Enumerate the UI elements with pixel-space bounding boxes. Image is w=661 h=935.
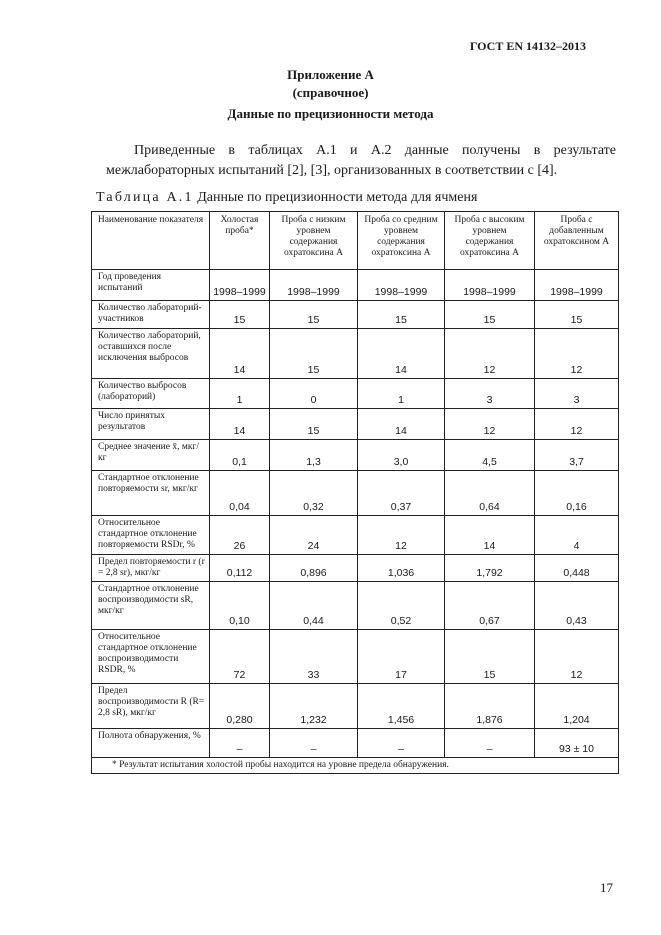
- table-row: [92, 270, 619, 301]
- table-row: [92, 630, 619, 684]
- table-cell: 14: [445, 516, 535, 555]
- table-cell: 15: [270, 301, 358, 329]
- table-cell: 1,456: [358, 684, 445, 729]
- table-cell: –: [210, 729, 270, 758]
- table-row: [92, 684, 619, 729]
- table-cell: 0,448: [535, 555, 619, 582]
- table-cell: –: [270, 729, 358, 758]
- table-caption: [96, 190, 477, 206]
- row-label: Год проведения испытаний: [92, 270, 210, 301]
- table-row: [92, 440, 619, 471]
- table-cell: 14: [358, 409, 445, 440]
- table-row: [92, 582, 619, 630]
- table-cell: 1: [358, 379, 445, 409]
- table-cell: 0,112: [210, 555, 270, 582]
- row-label: Относительное стандартное отклонение повторяемости RSDr, %: [92, 516, 210, 555]
- table-cell: 3,7: [535, 440, 619, 471]
- table-cell: 3: [445, 379, 535, 409]
- table-cell: 15: [445, 301, 535, 329]
- table-cell: 0,1: [210, 440, 270, 471]
- table-cell: 0,43: [535, 582, 619, 630]
- table-footnote-row: [92, 758, 619, 774]
- table-cell: 3,0: [358, 440, 445, 471]
- table-row: [92, 729, 619, 758]
- table-cell: 0,10: [210, 582, 270, 630]
- table-cell: 1998–1999: [445, 270, 535, 301]
- page-number: 17: [600, 880, 613, 895]
- table-cell: 1998–1999: [270, 270, 358, 301]
- row-label: Предел воспроизводимости R (R= 2,8 sR), мкг/кг: [92, 684, 210, 729]
- table-caption-prefix: Таблица А.1: [96, 190, 194, 205]
- header-cell: Холостая проба*: [210, 212, 270, 270]
- section-title: Данные по прецизионности метода: [227, 106, 434, 121]
- table-cell: 4,5: [445, 440, 535, 471]
- table-cell: 0,16: [535, 471, 619, 516]
- table-cell: 72: [210, 630, 270, 684]
- table-cell: 0,32: [270, 471, 358, 516]
- table-cell: 1998–1999: [210, 270, 270, 301]
- table-cell: 1998–1999: [358, 270, 445, 301]
- header-cell: Проба с низким уровнем содержания охратоксина А: [270, 212, 358, 270]
- header-cell: Проба с добавленным охратоксином А: [535, 212, 619, 270]
- intro-paragraph: Приведенные в таблицах А.1 и А.2 данные получены в результате межлабораторных испытаний [2], [3], организованных в соответствии с [4].: [106, 143, 616, 178]
- table-cell: 14: [358, 329, 445, 379]
- table-cell: –: [445, 729, 535, 758]
- table-cell: 15: [270, 409, 358, 440]
- table-cell: 15: [358, 301, 445, 329]
- row-label: Количество лабораторий-участников: [92, 301, 210, 329]
- header-cell: Проба со средним уровнем содержания охратоксина А: [358, 212, 445, 270]
- table-cell: 3: [535, 379, 619, 409]
- table-cell: 93 ± 10: [535, 729, 619, 758]
- table-cell: 0,67: [445, 582, 535, 630]
- row-label: Число принятых результатов: [92, 409, 210, 440]
- table-cell: 12: [535, 630, 619, 684]
- table-cell: 0,896: [270, 555, 358, 582]
- table-cell: 12: [445, 329, 535, 379]
- appendix-subtitle: (справочное): [292, 85, 369, 100]
- table-cell: –: [358, 729, 445, 758]
- table-cell: 1,792: [445, 555, 535, 582]
- table-cell: 24: [270, 516, 358, 555]
- appendix-title: Приложение А: [287, 67, 374, 82]
- table-cell: 1,232: [270, 684, 358, 729]
- table-caption-text: Данные по прецизионности метода для ячменя: [197, 190, 478, 205]
- table-cell: 15: [535, 301, 619, 329]
- appendix-heading: [0, 66, 661, 102]
- table-cell: 0: [270, 379, 358, 409]
- table-row: [92, 329, 619, 379]
- table-cell: 26: [210, 516, 270, 555]
- table-cell: 0,280: [210, 684, 270, 729]
- table-row: [92, 555, 619, 582]
- table-cell: 0,44: [270, 582, 358, 630]
- table-row: [92, 471, 619, 516]
- table-cell: 12: [535, 329, 619, 379]
- table-cell: 14: [210, 409, 270, 440]
- row-label: Стандартное отклонение повторяемости sr, мкг/кг: [92, 471, 210, 516]
- header-cell: Проба с высоким уровнем содержания охратоксина А: [445, 212, 535, 270]
- table-cell: 1,036: [358, 555, 445, 582]
- table-cell: 0,64: [445, 471, 535, 516]
- table-header-row: [92, 212, 619, 270]
- precision-table: [91, 211, 619, 774]
- row-label: Количество выбросов (лабораторий): [92, 379, 210, 409]
- table-cell: 14: [210, 329, 270, 379]
- table-cell: 15: [445, 630, 535, 684]
- table-row: [92, 409, 619, 440]
- document-standard-code: ГОСТ EN 14132–2013: [469, 39, 586, 53]
- table-cell: 33: [270, 630, 358, 684]
- table-row: [92, 379, 619, 409]
- table-footnote: * Результат испытания холостой пробы находится на уровне предела обнаружения.: [92, 758, 619, 774]
- table-cell: 1,3: [270, 440, 358, 471]
- table-cell: 1998–1999: [535, 270, 619, 301]
- table-cell: 0,37: [358, 471, 445, 516]
- table-cell: 12: [535, 409, 619, 440]
- table-cell: 1: [210, 379, 270, 409]
- table-cell: 12: [445, 409, 535, 440]
- table-cell: 0,04: [210, 471, 270, 516]
- header-cell: Наименование показателя: [92, 212, 210, 270]
- row-label: Относительное стандартное отклонение воспроизводимости RSDR, %: [92, 630, 210, 684]
- row-label: Стандартное отклонение воспроизводимости sR, мкг/кг: [92, 582, 210, 630]
- table-cell: 12: [358, 516, 445, 555]
- table-cell: 15: [270, 329, 358, 379]
- table-cell: 15: [210, 301, 270, 329]
- table-row: [92, 301, 619, 329]
- row-label: Полнота обнаружения, %: [92, 729, 210, 758]
- table-row: [92, 516, 619, 555]
- table-cell: 1,876: [445, 684, 535, 729]
- table-cell: 4: [535, 516, 619, 555]
- row-label: Среднее значение x̄, мкг/кг: [92, 440, 210, 471]
- table-cell: 0,52: [358, 582, 445, 630]
- table-cell: 17: [358, 630, 445, 684]
- row-label: Количество лабораторий, оставшихся после исключения выбросов: [92, 329, 210, 379]
- row-label: Предел повторяемости r (r = 2,8 sr), мкг/кг: [92, 555, 210, 582]
- table-cell: 1,204: [535, 684, 619, 729]
